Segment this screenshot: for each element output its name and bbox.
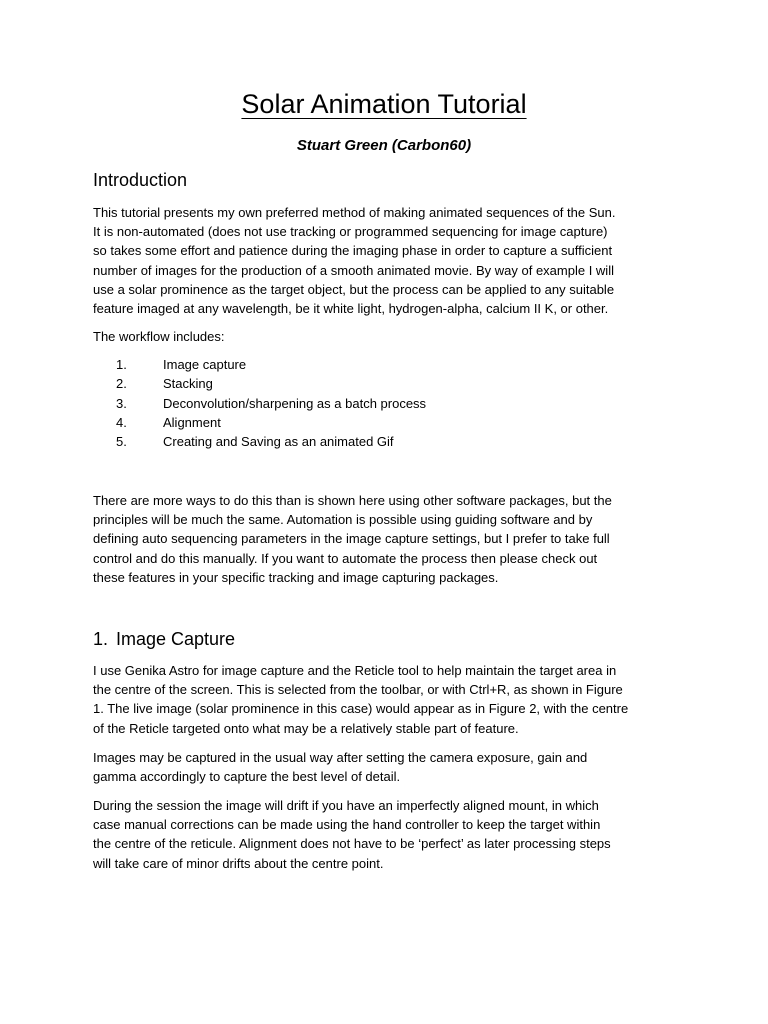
document-author: Stuart Green (Carbon60) [296, 137, 472, 154]
intro-paragraph: This tutorial presents my own preferred method of making animated sequences of the Sun. It is non-automated (does not use tracking or programmed sequencing for image capture) so takes some effort and patience during the imaging phase in order to capture a sufficient number of images for the production of a smooth animated movie. By way of example I will use a solar prominence as the target object, but the process can be applied to any suitable feature imaged at any wavelength, be it white light, hydrogen-alpha, calcium II K, or other. [93, 205, 616, 317]
more-ways-paragraph: There are more ways to do this than is shown here using other software packages, but the principles will be much the same. Automation is possible using guiding software and by defining auto sequencing parameters in the image capture settings, but I prefer to take full control and do this manually. If you want to automate the process then please check out these features in your specific tracking and image capturing packages. [93, 493, 612, 585]
workflow-intro: The workflow includes: [93, 329, 225, 344]
intro-heading: Introduction [93, 170, 188, 190]
section-number: 1. [93, 629, 109, 649]
list-item [93, 394, 683, 413]
list-item-text: Creating and Saving as an animated Gif [163, 434, 394, 450]
list-item-number: 1. [116, 357, 127, 372]
list-item-number: 5. [116, 434, 127, 450]
list-item [93, 355, 683, 374]
list-item-text: Stacking [163, 376, 213, 392]
list-item [93, 432, 683, 451]
workflow-list [93, 355, 683, 451]
image-capture-paragraph-2: Images may be captured in the usual way after setting the camera exposure, gain and gamma accordingly to capture the best level of detail. [93, 750, 588, 785]
section-title: Image Capture [116, 629, 236, 649]
list-item [93, 374, 683, 393]
section-heading-image-capture [93, 627, 235, 651]
image-capture-paragraph-1: I use Genika Astro for image capture and the Reticle tool to help maintain the target area in the centre of the screen. This is selected from the toolbar, or with Ctrl+R, as shown in Figure 1. The live image (solar prominence in this case) would appear as in Figure 2, with the centre of the Reticle targeted onto what may be a relatively stable part of feature. [93, 663, 629, 736]
image-capture-paragraph-3: During the session the image will drift if you have an imperfectly aligned mount, in which case manual corrections can be made using the hand controller to keep the target within the centre of the reticule. Alignment does not have to be ‘perfect’ as later processing steps will take care of minor drifts about the centre point. [93, 798, 611, 871]
list-item-text: Image capture [163, 357, 247, 372]
document-title: Solar Animation Tutorial [241, 89, 527, 119]
list-item-number: 3. [116, 395, 127, 411]
list-item-text: Deconvolution/sharpening as a batch process [163, 395, 427, 411]
list-item-text: Alignment [163, 414, 221, 430]
list-item-number: 2. [116, 376, 127, 392]
list-item-number: 4. [116, 414, 127, 430]
list-item [93, 413, 683, 432]
